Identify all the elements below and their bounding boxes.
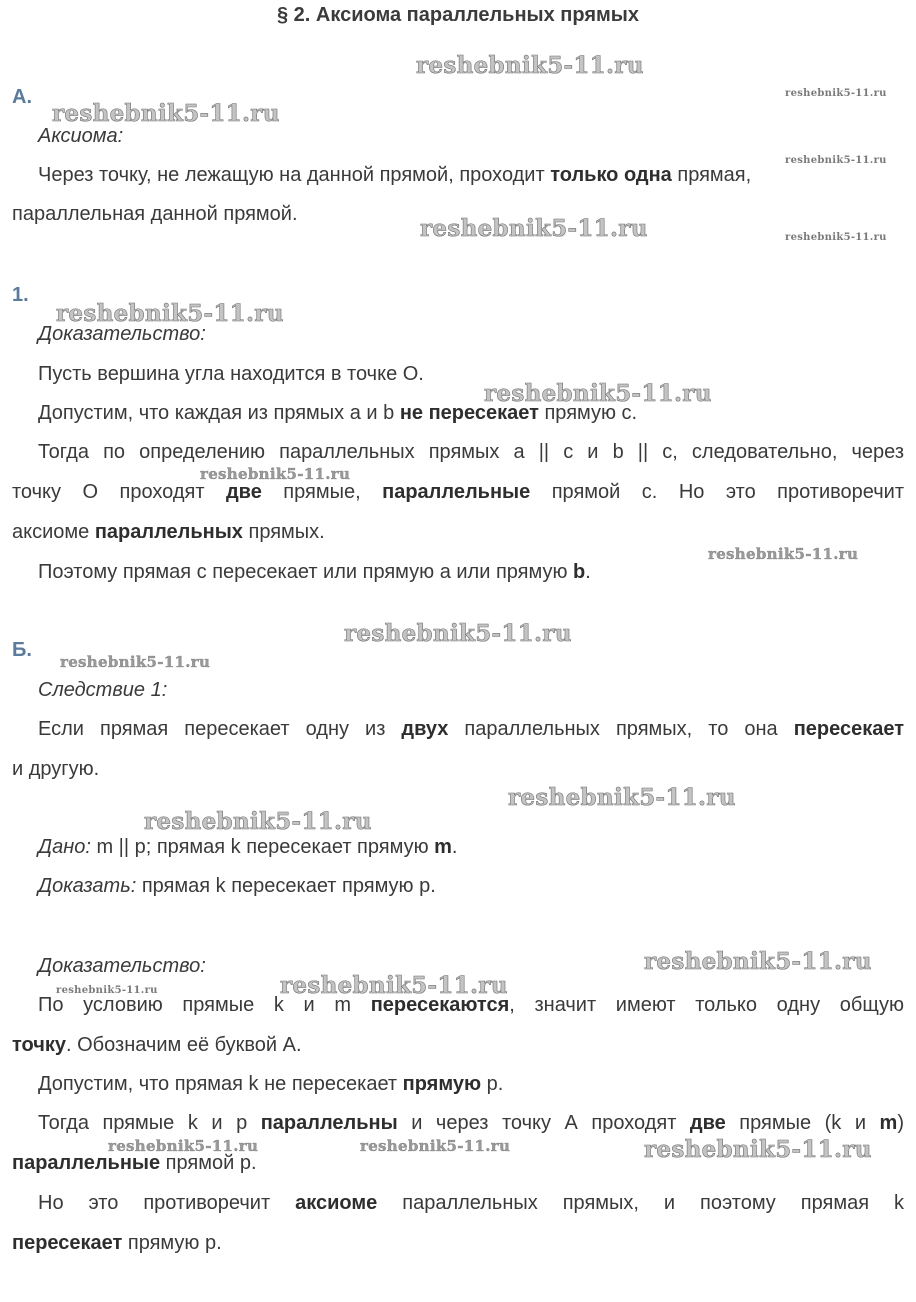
proof-b-line-1: По условию прямые k и m пересекаются, значит имеют только одну общую (38, 994, 904, 1016)
proof-b-line-7: пересекает прямую p. (12, 1232, 222, 1254)
axiom-label: Аксиома: (38, 125, 124, 147)
proof-b-line-5: параллельные прямой p. (12, 1152, 257, 1174)
proof-label: Доказательство: (38, 323, 206, 345)
watermark: reshebnik5-11.ru (108, 1137, 259, 1155)
watermark: reshebnik5-11.ru (280, 972, 508, 999)
proof-line-6: Поэтому прямая с пересекает или прямую а или прямую b. (38, 561, 591, 583)
proof-line-4: точку О проходят две прямые, параллельные прямой с. Но это противоречит (12, 481, 904, 503)
proof-line-2: Допустим, что каждая из прямых a и b не пересекает прямую с. (38, 402, 638, 424)
watermark: reshebnik5-11.ru (56, 985, 158, 996)
watermark: reshebnik5-11.ru (144, 808, 372, 835)
watermark: reshebnik5-11.ru (52, 100, 280, 127)
watermark: reshebnik5-11.ru (785, 232, 887, 243)
watermark: reshebnik5-11.ru (644, 1136, 872, 1163)
section-marker-1: 1. (12, 284, 29, 306)
proof-b-line-2: точку. Обозначим её буквой А. (12, 1034, 302, 1056)
page-title: § 2. Аксиома параллельных прямых (276, 4, 640, 26)
watermark: reshebnik5-11.ru (200, 465, 351, 483)
watermark: reshebnik5-11.ru (785, 155, 887, 166)
watermark: reshebnik5-11.ru (644, 948, 872, 975)
proof-b-line-6: Но это противоречит аксиоме параллельных прямых, и поэтому прямая k (38, 1192, 904, 1214)
proof-b-line-3: Допустим, что прямая k не пересекает прямую p. (38, 1073, 504, 1095)
axiom-text-line-1: Через точку, не лежащую на данной прямой, проходит только одна прямая, (38, 164, 752, 186)
watermark: reshebnik5-11.ru (360, 1137, 511, 1155)
section-marker-a: А. (12, 86, 32, 108)
axiom-text-line-2: параллельная данной прямой. (12, 203, 298, 225)
proof-line-3: Тогда по определению параллельных прямых a || c и b || c, следовательно, через (38, 441, 904, 463)
watermark: reshebnik5-11.ru (785, 88, 887, 99)
watermark: reshebnik5-11.ru (56, 300, 284, 327)
given-line: Дано: m || p; прямая k пересекает прямую m. (38, 836, 458, 858)
watermark: reshebnik5-11.ru (484, 380, 712, 407)
watermark: reshebnik5-11.ru (60, 653, 211, 671)
proof-line-5: аксиоме параллельных прямых. (12, 521, 325, 543)
watermark: reshebnik5-11.ru (416, 52, 644, 79)
watermark: reshebnik5-11.ru (508, 784, 736, 811)
corollary-line-1: Если прямая пересекает одну из двух параллельных прямых, то она пересекает (38, 718, 904, 740)
watermark: reshebnik5-11.ru (344, 620, 572, 647)
watermark: reshebnik5-11.ru (708, 545, 859, 563)
watermark: reshebnik5-11.ru (420, 215, 648, 242)
prove-line: Доказать: прямая k пересекает прямую p. (38, 875, 436, 897)
corollary-line-2: и другую. (12, 758, 100, 780)
proof-b-line-4: Тогда прямые k и p параллельны и через точку А проходят две прямые (k и m) (38, 1112, 904, 1134)
proof-label-b: Доказательство: (38, 955, 206, 977)
corollary-label: Следствие 1: (38, 679, 168, 701)
section-marker-b: Б. (12, 639, 32, 661)
proof-line-1: Пусть вершина угла находится в точке О. (38, 363, 424, 385)
